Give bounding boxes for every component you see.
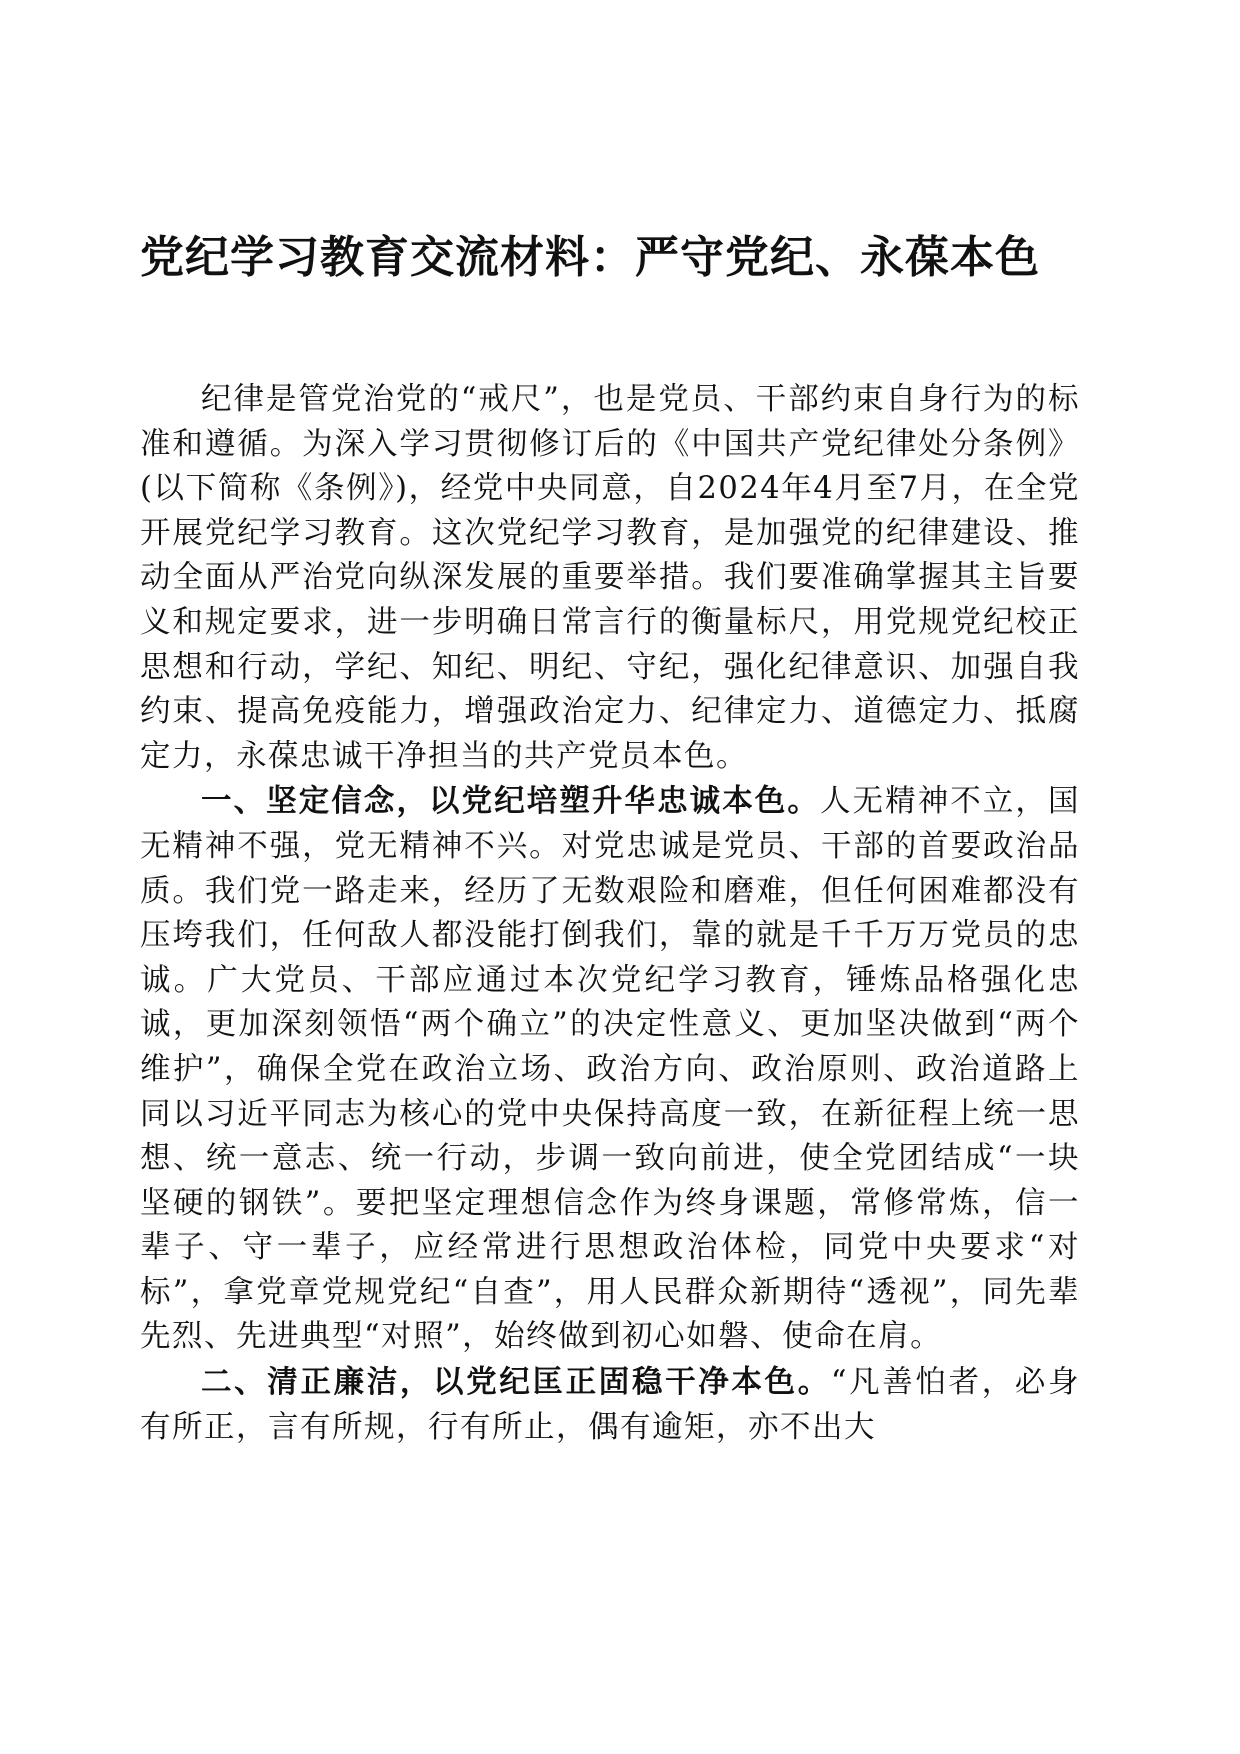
paragraph-text: 人无精神不立，国无精神不强，党无精神不兴。对党忠诚是党员、干部的首要政治品质。我们党一路走来，经历了无数艰险和磨难，但任何困难都没有压垮我们，任何敌人都没能打倒我们，靠的就是千千万万党员的忠诚。广大党员、干部应通过本次党纪学习教育，锤炼品格强化忠诚，更加深刻领悟“两个确立”的决定性意义、更加坚决做到“两个维护”，确保全党在政治立场、政治方向、政治原则、政治道路上同以习近平同志为核心的党中央保持高度一致，在新征程上统一思想、统一意志、统一行动，步调一致向前进，使全党团结成“一块坚硬的钢铁”。要把坚定理想信念作为终身课题，常修常炼，信一辈子、守一辈子，应经常进行思想政治体检，同党中央要求“对标”，拿党章党规党纪“自查”，用人民群众新期待“透视”，同先辈先烈、先进典型“对照”，始终做到初心如磐、使命在肩。 xyxy=(140,784,1081,1355)
document-title: 党纪学习教育交流材料：严守党纪、永葆本色 xyxy=(140,232,1040,283)
section-heading: 二、清正廉洁，以党纪匡正固稳干净本色。 xyxy=(201,1364,831,1401)
paragraph-text: 纪律是管党治党的“戒尺”，也是党员、干部约束自身行为的标准和遵循。为深入学习贯彻修订后的《中国共产党纪律处分条例》(以下简称《条例》)，经党中央同意，自2024年4月至7月，在全党开展党纪学习教育。这次党纪学习教育，是加强党的纪律建设、推动全面从严治党向纵深发展的重要举措。我们要准确掌握其主旨要义和规定要求，进一步明确日常言行的衡量标尺，用党规党纪校正思想和行动，学纪、知纪、明纪、守纪，强化纪律意识、加强自我约束、提高免疫能力，增强政治定力、纪律定力、道德定力、抵腐定力，永葆忠诚干净担当的共产党员本色。 xyxy=(140,382,1080,774)
paragraph-intro xyxy=(140,378,1080,779)
paragraph-text: “凡善怕者，必身有所正，言有所规，行有所止，偶有逾矩，亦不出大 xyxy=(140,1365,1081,1445)
document-body xyxy=(140,378,1080,1450)
paragraph-section-2 xyxy=(140,1360,1080,1450)
paragraph-section-1 xyxy=(140,779,1080,1360)
section-heading: 一、坚定信念，以党纪培塑升华忠诚本色。 xyxy=(201,783,820,820)
